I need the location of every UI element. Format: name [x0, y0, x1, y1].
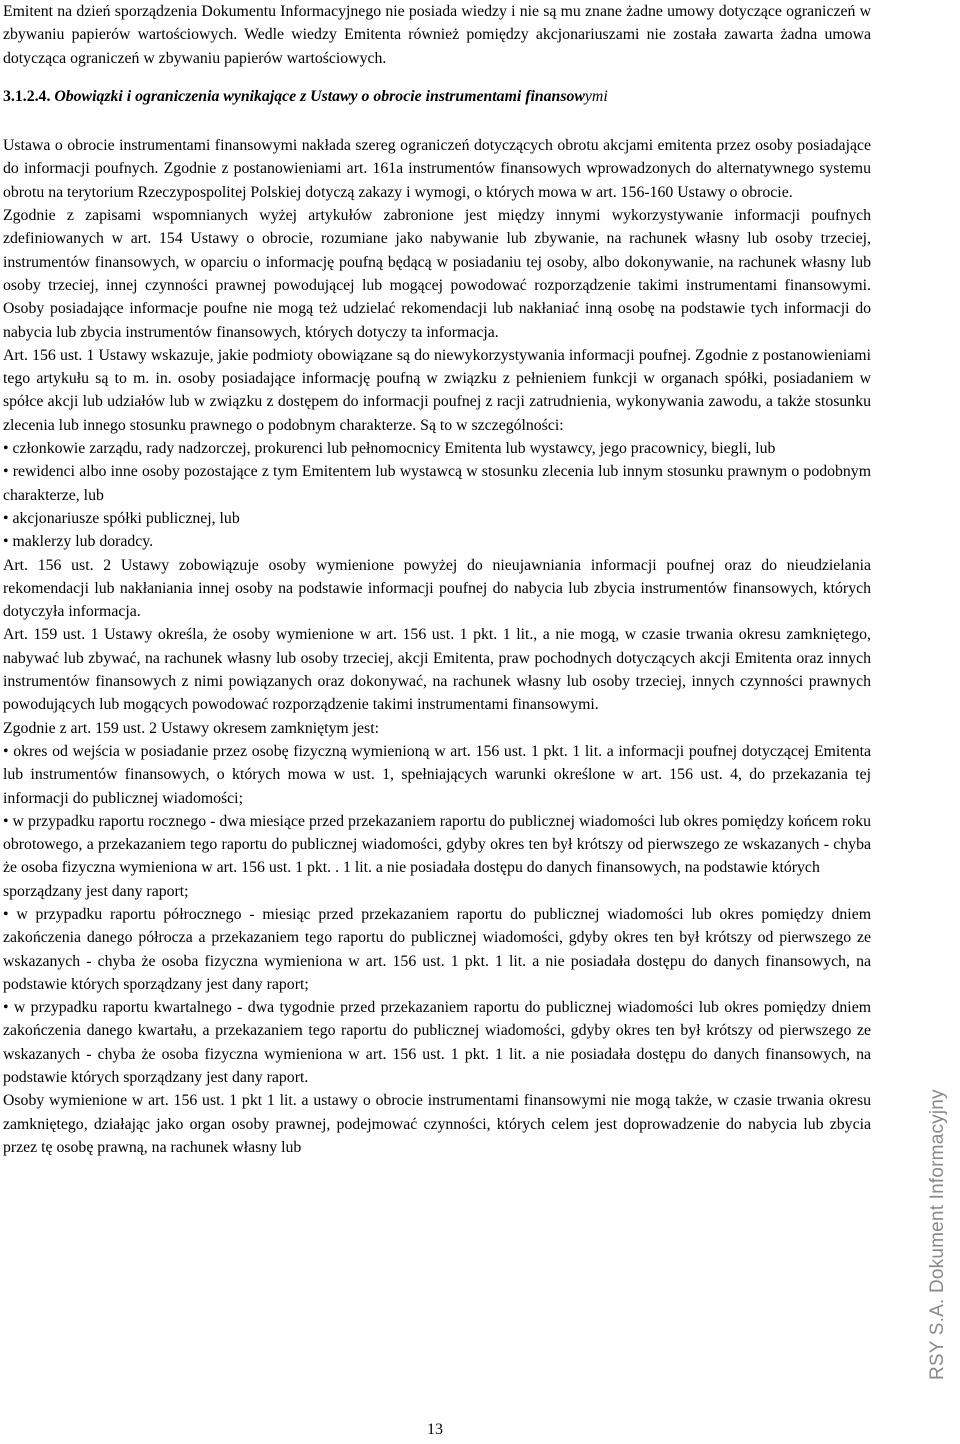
section-heading [3, 85, 871, 108]
side-watermark-label: RSY S.A. Dokument Informacyjny [927, 1089, 948, 1380]
body-paragraph: • okres od wejścia w posiadanie przez osobę fizyczną wymienioną w art. 156 ust. 1 pkt. 1 lit. a informacji poufnej dotyczącej Emitenta lub instrumentów finansowych, o których mowa w ust. 1, spełniających warunki określone w art. 156 ust. 4, do przekazania tej informacji do publicznej wiadomości; [3, 742, 871, 807]
body-paragraph: • w przypadku raportu rocznego - dwa miesiące przed przekazaniem raportu do publicznej wiadomości lub okres pomiędzy końcem roku obrotowego, a przekazaniem tego raportu do publicznej wiadomości, gdyby okres ten był krótszy od pierwszego ze wskazanych - chyba że osoba fizyczna wymieniona w art. 156 ust. 1 pkt. . 1 lit. a nie posiadała dostępu do danych finansowych, na podstawie których [3, 812, 871, 877]
section-title-rest: ymi [584, 87, 608, 105]
body-paragraph: Zgodnie z art. 159 ust. 2 Ustawy okresem zamkniętym jest: [3, 719, 379, 737]
intro-paragraph: Emitent na dzień sporządzenia Dokumentu Informacyjnego nie posiada wiedzy i nie są mu znane żadne umowy dotyczące ograniczeń w zbywaniu papierów wartościowych. Wedle wiedzy Emitenta również pomiędzy akcjonariuszami nie została zawarta żadna umowa dotycząca ograniczeń w zbywaniu papierów wartościowych. [3, 3, 871, 67]
body-paragraph: Art. 159 ust. 1 Ustawy określa, że osoby wymienione w art. 156 ust. 1 pkt. 1 lit., a nie mogą, w czasie trwania okresu zamkniętego, nabywać lub zbywać, na rachunek własny lub osoby trzeciej, akcji Emitenta, praw pochodnych dotyczących akcji Emitenta oraz innych instrumentów finansowych z nimi powiązanych oraz dokonywać, na rachunek własny lub osoby trzeciej, innych czynności prawnych powodujących lub mogących powodować rozporządzenie takimi instrumentami finansowymi. [3, 626, 871, 714]
body-paragraph: Art. 156 ust. 1 Ustawy wskazuje, jakie podmioty obowiązane są do niewykorzystywania informacji poufnej. Zgodnie z postanowieniami tego artykułu są to m. in. osoby posiadające informację poufną w związku z pełnieniem funkcji w organach spółki, posiadaniem w spółce akcji lub udziałów lub w związku z dostępem do informacji poufnej z racji zatrudnienia, wykonywania zawodu, a także stosunku zlecenia lub innego stosunku prawnego o podobnym charakterze. Są to w szczególności: [3, 346, 871, 434]
body-paragraph: • maklerzy lub doradcy. [3, 533, 154, 551]
body-paragraph: Zgodnie z zapisami wspomnianych wyżej artykułów zabronione jest między innymi wykorzystywanie informacji poufnych zdefiniowanych w art. 154 Ustawy o obrocie, rozumiane jako nabywanie lub zbywanie, na rachunek własny lub osoby trzeciej, instrumentów finansowych, w oparciu o informację poufną będącą w posiadaniu tej osoby, albo dokonywanie, na rachunek własny lub osoby trzeciej, innej czynności prawnej powodującej lub mogącej powodować rozporządzenie takimi instrumentami finansowymi. Osoby posiadające informacje poufne nie mogą też udzielać rekomendacji lub nakłaniać inną osobę na podstawie tych informacji do nabycia lub zbycia instrumentów finansowych, których dotyczy ta informacja. [3, 207, 871, 341]
section-title: Obowiązki i ograniczenia wynikające z Ustawy o obrocie instrumentami finansow [54, 87, 585, 105]
body-paragraph: Ustawa o obrocie instrumentami finansowymi nakłada szereg ograniczeń dotyczących obrotu akcjami emitenta przez osoby posiadające do informacji poufnych. Zgodnie z postanowieniami art. 161a instrumentów finansowych wprowadzonych do alternatywnego systemu obrotu na terytorium Rzeczypospolitej Polskiej dotyczą zakazy i wymogi, o których mowa w art. 156-160 Ustawy o obrocie. [3, 137, 871, 201]
body-paragraph: Osoby wymienione w art. 156 ust. 1 pkt 1 lit. a ustawy o obrocie instrumentami finansowymi nie mogą także, w czasie trwania okresu zamkniętego, działając jako organ osoby prawnej, podejmować czynności, których celem jest doprowadzenie do nabycia lub zbycia przez tę osobę prawną, na rachunek własny lub [3, 1092, 871, 1156]
section-number: 3.1.2.4. [3, 87, 51, 105]
document-body [3, 0, 871, 1159]
page-number: 13 [427, 1421, 443, 1438]
body-paragraph: • akcjonariusze spółki publicznej, lub [3, 509, 240, 527]
body-paragraph: • członkowie zarządu, rady nadzorczej, prokurenci lub pełnomocnicy Emitenta lub wystawcy, jego pracownicy, biegli, lub [3, 440, 776, 458]
body-paragraph: • w przypadku raportu kwartalnego - dwa tygodnie przed przekazaniem raportu do publicznej wiadomości lub okres pomiędzy dniem zakończenia danego kwartału, a przekazaniem tego raportu do publicznej wiadomości, gdyby okres ten był krótszy od pierwszego ze wskazanych - chyba że osoba fizyczna wymieniona w art. 156 ust. 1 pkt. 1 lit. a nie posiadała dostępu do danych finansowych, na podstawie których sporządzany jest dany raport. [3, 999, 871, 1087]
body-paragraph: Art. 156 ust. 2 Ustawy zobowiązuje osoby wymienione powyżej do nieujawniania informacji poufnej oraz do nieudzielania rekomendacji lub nakłaniania innej osoby na podstawie informacji poufnej do nabycia lub zbycia instrumentów finansowych, których dotyczyła informacja. [3, 556, 871, 621]
paragraph-list [3, 134, 871, 1159]
body-paragraph: sporządzany jest dany raport; [3, 882, 189, 900]
body-paragraph: • w przypadku raportu półrocznego - miesiąc przed przekazaniem raportu do publicznej wiadomości lub okres pomiędzy dniem zakończenia danego półrocza a przekazaniem tego raportu do publicznej wiadomości, gdyby okres ten był krótszy od pierwszego ze wskazanych - chyba że osoba fizyczna wymieniona w art. 156 ust. 1 pkt. 1 lit. a nie posiadała dostępu do danych finansowych, na podstawie których sporządzany jest dany raport; [3, 905, 871, 993]
body-paragraph: • rewidenci albo inne osoby pozostające z tym Emitentem lub wystawcą w stosunku zlecenia lub innym stosunku prawnym o podobnym charakterze, lub [3, 463, 871, 504]
